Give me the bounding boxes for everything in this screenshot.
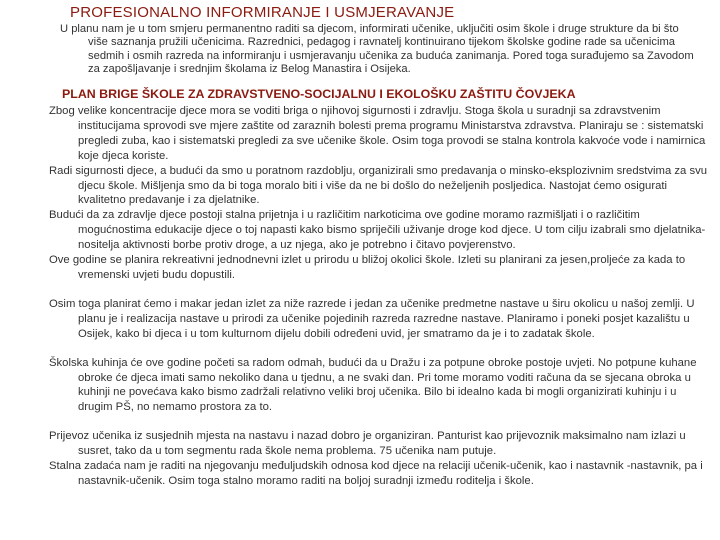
body-text	[49, 104, 714, 489]
section-title: PROFESIONALNO INFORMIRANJE I USMJERAVANJE	[70, 4, 455, 21]
section-heading: PLAN BRIGE ŠKOLE ZA ZDRAVSTVENO-SOCIJALNU I EKOLOŠKU ZAŠTITU ČOVJEKA	[62, 87, 576, 101]
paragraph-drugs: Budući da za zdravlje djece postoji stalna prijetnja i u različitim narkoticima ove godine moramo razmišljati i o različitim mogućnostima edukacije djece o toj napasti kako bismo spriječili uživanje droge kod djece. U tom cilju izabrali smo djelatnika-nositelja aktivnosti borbe protiv droge, a uz njega, ako je potrebno i čitavo povjerenstvo.	[49, 209, 706, 252]
paragraph-gap	[49, 283, 714, 297]
paragraph-excursions: Osim toga planirat ćemo i makar jedan izlet za niže razrede i jedan za učenike predmetne nastave u širu okolicu u našoj zemlji. U planu je i realizacija nastave u prirodi za učenike pojedinih razreda razredne nastave. Planiramo i poneki posjet kazalištu u Osijek, kako bi djeca i u tom kulturnom dijelu dobili određeni uvid, jer smatramo da je i to zadatak škole.	[49, 297, 695, 340]
intro-paragraph: U planu nam je u tom smjeru permanentno raditi sa djecom, informirati učenike, uključiti osim škole i druge strukture da bi što više saznanja pružili učenicima. Razrednici, pedagog i ravnatelj kontinuirano tijekom školske godine rade sa učenicima sedmih i osmih razreda na informiranju i usmjeravanju učenika za buduća zanimanja. Pored toga surađujemo sa Zavodom za zapošljavanje i srednjim školama iz Belog Manastira i Osijeka.	[60, 23, 694, 76]
paragraph-transport: Prijevoz učenika iz susjednih mjesta na nastavu i nazad dobro je organiziran. Panturist kao prijevoznik maksimalno nam izlazi u susret, tako da u tom segmentu rada škole nema problema. 75 učenika nam putuje.	[49, 430, 686, 458]
paragraph-health: Zbog velike koncentracije djece mora se voditi briga o njihovoj sigurnosti i zdravlju. Stoga škola u suradnji sa zdravstvenim institucijama sprovodi sve mjere zaštite od zaraznih bolesti prema programu Ministarstva zdravstva. Planiraju se : sistematski pregledi zuba, kao i sistematski pregledi za sve učenike škole. Osim toga provodi se stalna kontrola kakvoće vode i namirnica koje djeca koriste.	[49, 105, 706, 162]
paragraph-gap	[49, 415, 714, 429]
paragraph-gap	[49, 342, 714, 356]
paragraph-relations: Stalna zadaća nam je raditi na njegovanju međuljudskih odnosa kod djece na relaciji učenik-učenik, kao i nastavnik -nastavnik, pa i nastavnik-učenik. Osim toga stalno moramo raditi na boljoj suradnji između roditelja i škole.	[49, 460, 703, 487]
paragraph-trip: Ove godine se planira rekreativni jednodnevni izlet u prirodu u bližoj okolici škole. Izleti su planirani za jesen,proljeće za kada to vremenski uvjeti budu dopustili.	[49, 254, 686, 281]
intro-block	[60, 23, 700, 77]
paragraph-kitchen: Školska kuhinja će ove godine početi sa radom odmah, budući da u Dražu i za potpune obroke postoje uvjeti. No potpune kuhane obroke će djeca imati samo nekoliko dana u tjednu, a ne svaki dan. Pri tome moramo voditi računa da se sjecana obroka u kuhinji ne povećava kako bismo zadržali relativno veliki broj učenika. Bilo bi idealno kada bi mogli organizirati kuhinju i u drugim PŠ, no nemamo prostora za to.	[49, 356, 697, 414]
paragraph-safety: Radi sigurnosti djece, a budući da smo u poratnom razdoblju, organizirali smo predavanja o minsko-eksplozivnim sredstvima za svu djecu škole. Mišljenja smo da bi toga moralo biti i više da ne bi došlo do neželjenih posljedica. Nastojat ćemo osigurati kvalitetno predavanje i za djelatnike.	[49, 164, 708, 207]
